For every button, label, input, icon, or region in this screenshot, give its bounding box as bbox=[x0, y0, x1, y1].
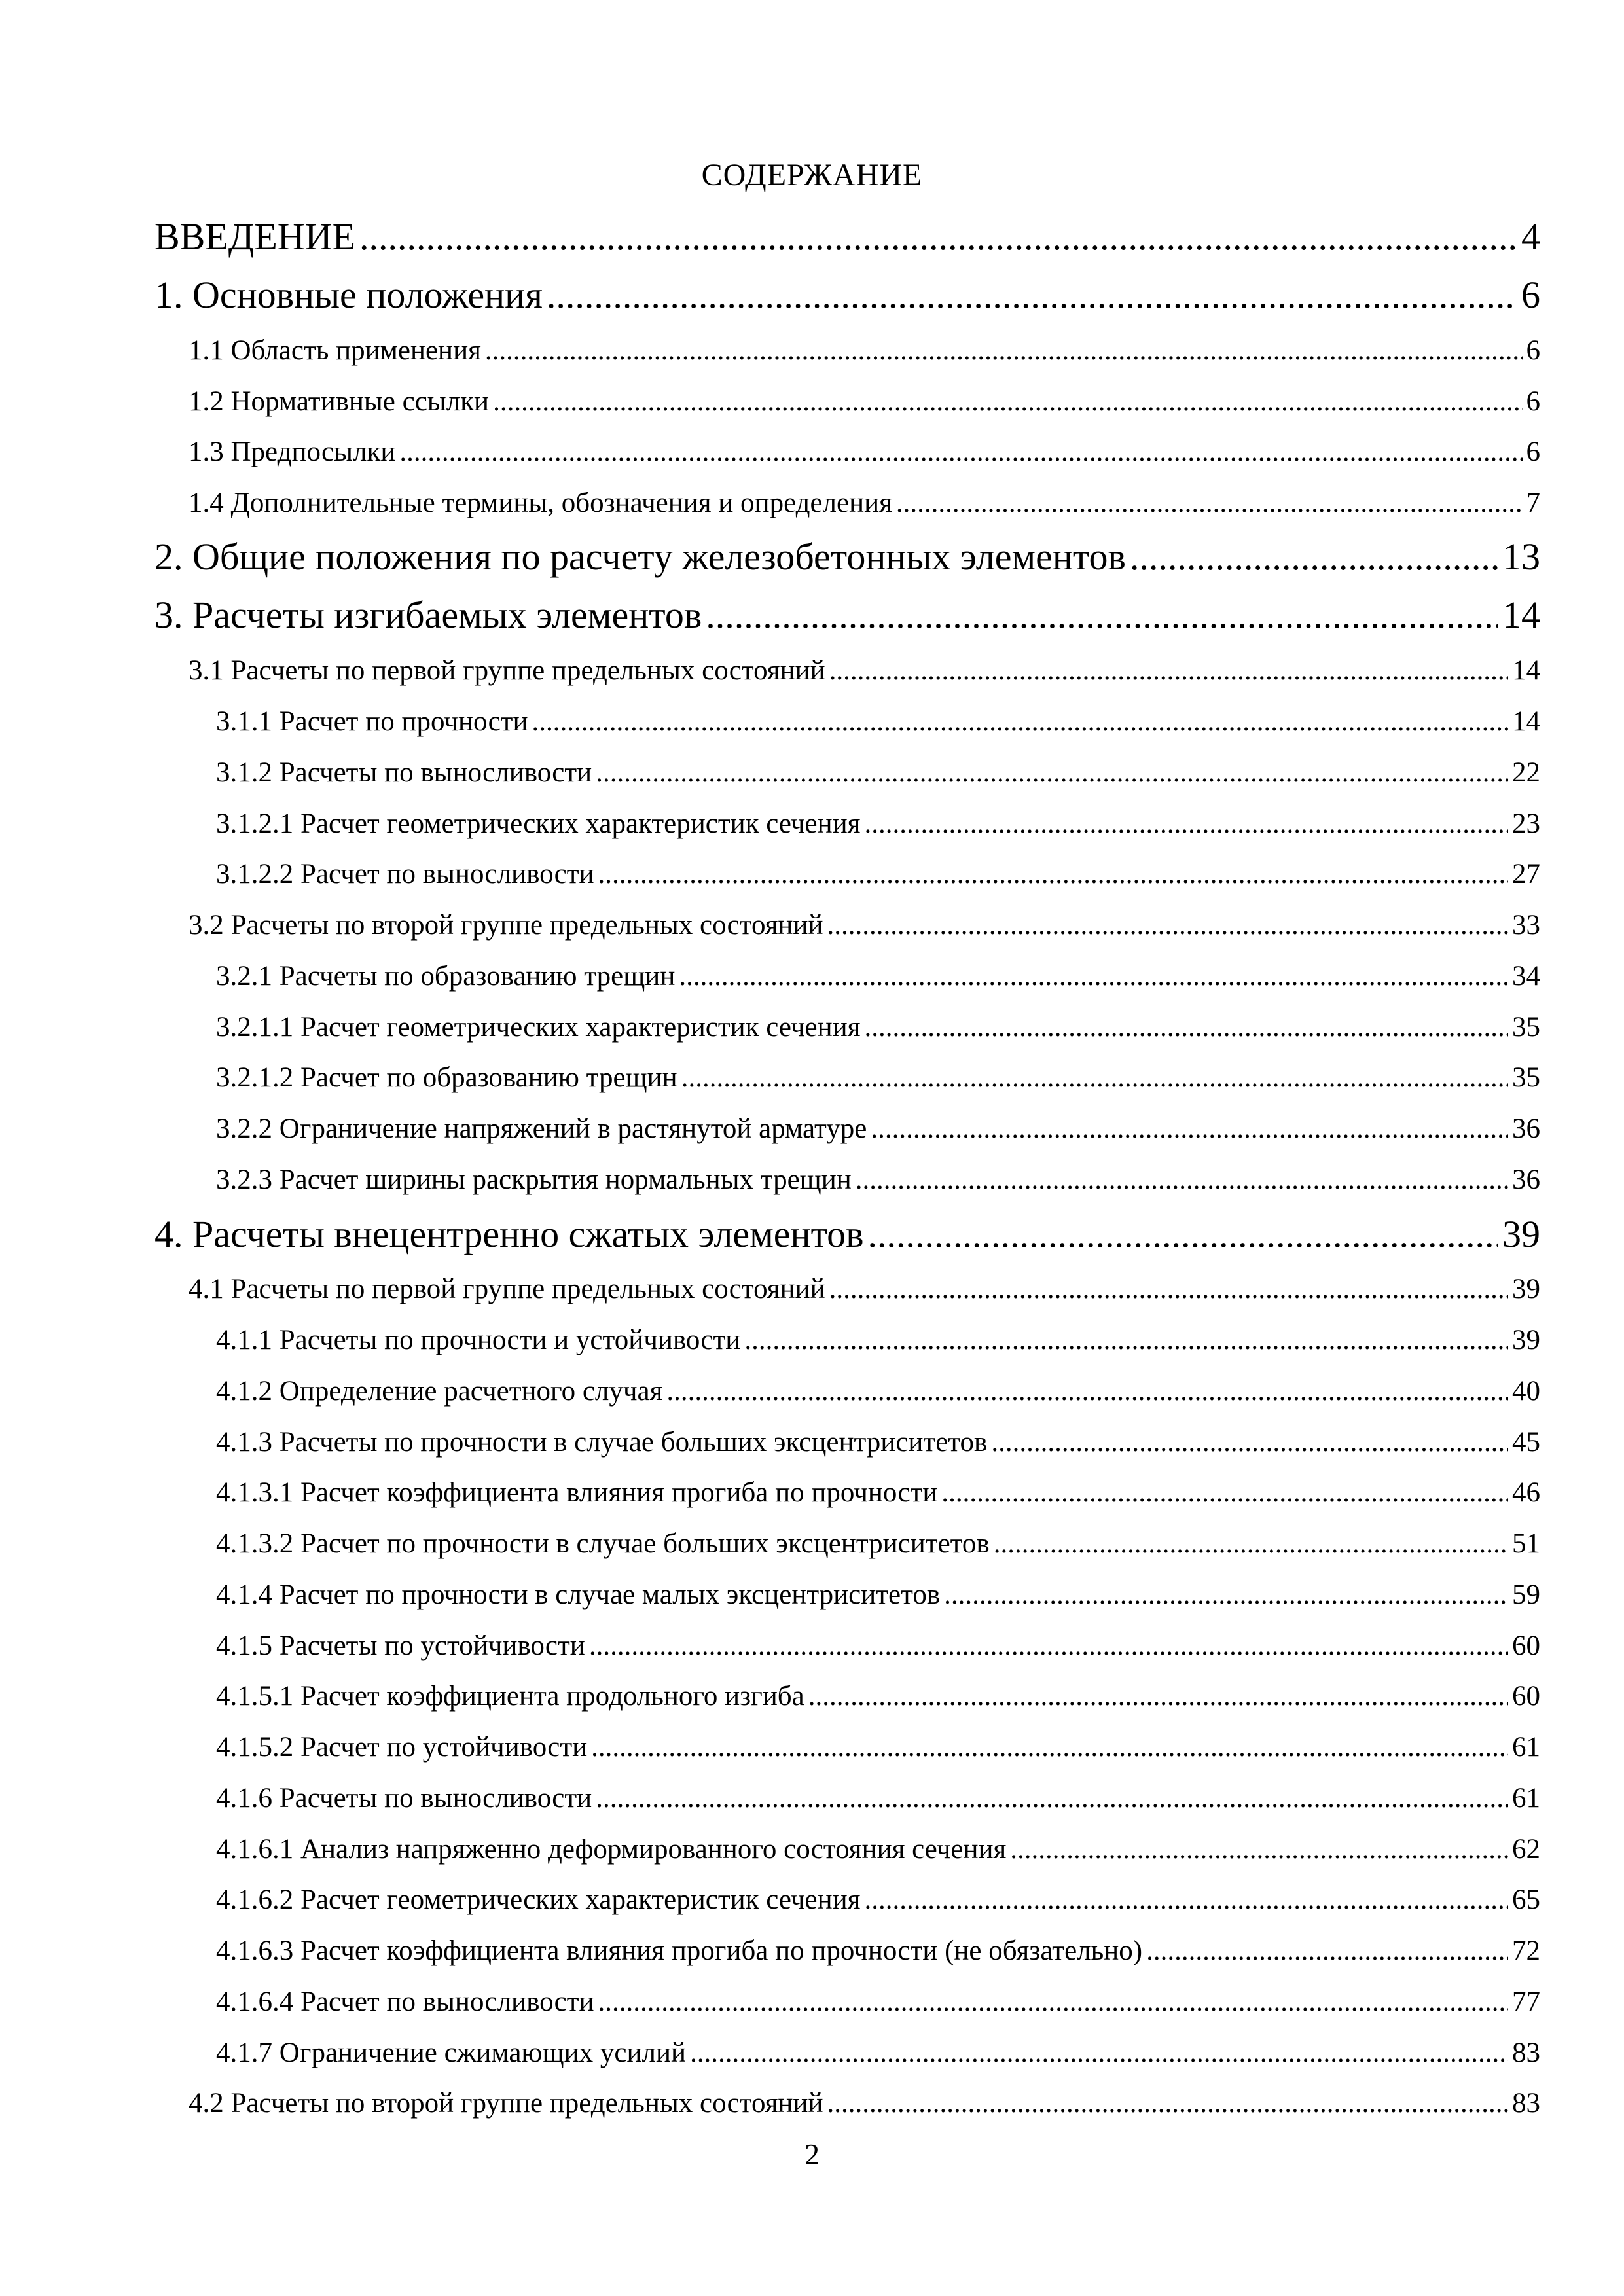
toc-entry-page: 59 bbox=[1512, 1579, 1540, 1610]
toc-entry-label: 4.1.6.4 Расчет по выносливости bbox=[216, 1986, 594, 2017]
dot-leader bbox=[994, 1526, 1508, 1562]
toc-entry-page: 65 bbox=[1512, 1884, 1540, 1915]
toc-entry-page: 4 bbox=[1521, 215, 1540, 258]
toc-entry-page: 45 bbox=[1512, 1427, 1540, 1458]
toc-entry-label: 1. Основные положения bbox=[154, 274, 543, 316]
dot-leader bbox=[589, 1628, 1508, 1664]
toc-entry-3-1-2-2[interactable] bbox=[216, 856, 1540, 893]
toc-entry-section-2[interactable] bbox=[154, 533, 1540, 581]
dot-leader bbox=[808, 1678, 1508, 1715]
toc-entry-3-2[interactable] bbox=[189, 907, 1540, 944]
toc-entry-4-1-6-2[interactable] bbox=[216, 1882, 1540, 1918]
dot-leader bbox=[864, 1882, 1508, 1918]
toc-entry-page: 60 bbox=[1512, 1681, 1540, 1712]
dot-leader bbox=[596, 1780, 1508, 1817]
dot-leader bbox=[944, 1577, 1508, 1613]
toc-entry-page: 34 bbox=[1512, 961, 1540, 992]
toc-entry-label: 1.4 Дополнительные термины, обозначения и определения bbox=[189, 488, 892, 518]
toc-entry-page: 14 bbox=[1512, 655, 1540, 686]
toc-entry-label: 3.1 Расчеты по первой группе предельных состояний bbox=[189, 655, 825, 686]
dot-leader bbox=[359, 213, 1517, 260]
toc-entry-page: 23 bbox=[1512, 808, 1540, 839]
toc-entry-page: 27 bbox=[1512, 859, 1540, 889]
toc-entry-3-2-1-1[interactable] bbox=[216, 1009, 1540, 1046]
toc-entry-page: 36 bbox=[1512, 1113, 1540, 1144]
toc-entry-label: 4.1.6.1 Анализ напряженно деформированного состояния сечения bbox=[216, 1834, 1007, 1865]
toc-entry-4-2[interactable] bbox=[189, 2085, 1540, 2122]
toc-entry-label: ВВЕДЕНИЕ bbox=[154, 215, 355, 258]
toc-entry-label: 1.2 Нормативные ссылки bbox=[189, 386, 490, 417]
toc-entry-page: 72 bbox=[1512, 1935, 1540, 1966]
dot-leader bbox=[864, 1009, 1508, 1046]
toc-entry-page: 6 bbox=[1526, 335, 1540, 366]
toc-entry-page: 14 bbox=[1512, 706, 1540, 737]
toc-entry-label: 4.1.5.2 Расчет по устойчивости bbox=[216, 1732, 588, 1763]
toc-entry-4-1-2[interactable] bbox=[216, 1373, 1540, 1410]
dot-leader bbox=[681, 1060, 1508, 1096]
toc-entry-label: 3.1.1 Расчет по прочности bbox=[216, 706, 528, 737]
dot-leader bbox=[1010, 1831, 1508, 1868]
toc-entry-4-1-6-3[interactable] bbox=[216, 1933, 1540, 1969]
dot-leader bbox=[1146, 1933, 1508, 1969]
dot-leader bbox=[598, 856, 1508, 893]
toc-entry-4-1-5-1[interactable] bbox=[216, 1678, 1540, 1715]
dot-leader bbox=[744, 1322, 1508, 1359]
toc-entry-1-3[interactable] bbox=[189, 434, 1540, 471]
toc-entry-4-1-6-4[interactable] bbox=[216, 1984, 1540, 2020]
toc-entry-label: 3.2.1.1 Расчет геометрических характеристик сечения bbox=[216, 1012, 861, 1043]
toc-entry-label: 4.1.4 Расчет по прочности в случае малых эксцентриситетов bbox=[216, 1579, 941, 1610]
toc-entry-label: 3.2 Расчеты по второй группе предельных состояний bbox=[189, 910, 823, 941]
toc-entry-page: 22 bbox=[1512, 757, 1540, 788]
toc-entry-3-1-2-1[interactable] bbox=[216, 806, 1540, 842]
dot-leader bbox=[547, 272, 1517, 319]
toc-entry-label: 1.3 Предпосылки bbox=[189, 437, 396, 467]
toc-entry-3-2-3[interactable] bbox=[216, 1162, 1540, 1198]
toc-entry-4-1-5[interactable] bbox=[216, 1628, 1540, 1664]
toc-entry-label: 4.1.2 Определение расчетного случая bbox=[216, 1376, 663, 1407]
toc-entry-3-1-1[interactable] bbox=[216, 704, 1540, 740]
toc-entry-page: 39 bbox=[1502, 1213, 1540, 1255]
toc-entry-page: 77 bbox=[1512, 1986, 1540, 2017]
toc-entry-label: 3. Расчеты изгибаемых элементов bbox=[154, 594, 702, 636]
toc-entry-label: 3.2.1.2 Расчет по образованию трещин bbox=[216, 1062, 677, 1093]
dot-leader bbox=[896, 485, 1523, 522]
toc-entry-1-2[interactable] bbox=[189, 384, 1540, 420]
dot-leader bbox=[941, 1475, 1508, 1511]
toc-entry-page: 62 bbox=[1512, 1834, 1540, 1865]
dot-leader bbox=[856, 1162, 1508, 1198]
toc-entry-label: 4.1.3.2 Расчет по прочности в случае больших эксцентриситетов bbox=[216, 1528, 990, 1559]
toc-entry-section-3[interactable] bbox=[154, 592, 1540, 639]
toc-title: СОДЕРЖАНИЕ bbox=[701, 158, 923, 192]
dot-leader bbox=[666, 1373, 1508, 1410]
toc-entry-page: 61 bbox=[1512, 1783, 1540, 1814]
toc-entry-page: 13 bbox=[1502, 535, 1540, 578]
dot-leader bbox=[864, 806, 1508, 842]
dot-leader bbox=[1130, 533, 1498, 581]
toc-entry-4-1-1[interactable] bbox=[216, 1322, 1540, 1359]
toc-entry-label: 3.1.2.1 Расчет геометрических характеристик сечения bbox=[216, 808, 861, 839]
toc-entry-3-2-1-2[interactable] bbox=[216, 1060, 1540, 1096]
toc-entry-page: 39 bbox=[1512, 1325, 1540, 1355]
toc-entry-4-1-3-1[interactable] bbox=[216, 1475, 1540, 1511]
dot-leader bbox=[829, 653, 1508, 689]
toc-entry-label: 4.1.3.1 Расчет коэффициента влияния прогиба по прочности bbox=[216, 1477, 938, 1508]
toc-entry-page: 51 bbox=[1512, 1528, 1540, 1559]
toc-entry-label: 3.2.3 Расчет ширины раскрытия нормальных трещин bbox=[216, 1164, 852, 1195]
toc-entry-page: 14 bbox=[1502, 594, 1540, 636]
toc-entry-4-1-3[interactable] bbox=[216, 1424, 1540, 1461]
toc-entry-4-1-7[interactable] bbox=[216, 2035, 1540, 2072]
dot-leader bbox=[598, 1984, 1508, 2020]
dot-leader bbox=[871, 1111, 1508, 1147]
toc-entry-label: 4.1.5.1 Расчет коэффициента продольного изгиба bbox=[216, 1681, 804, 1712]
toc-entry-page: 6 bbox=[1526, 386, 1540, 417]
toc-entry-label: 4.1.6 Расчеты по выносливости bbox=[216, 1783, 592, 1814]
toc-entry-4-1-6[interactable] bbox=[216, 1780, 1540, 1817]
dot-leader bbox=[679, 958, 1508, 995]
toc-entry-section-1[interactable] bbox=[154, 272, 1540, 319]
toc-entry-1-4[interactable] bbox=[189, 485, 1540, 522]
dot-leader bbox=[706, 592, 1498, 639]
toc-entry-page: 39 bbox=[1512, 1274, 1540, 1304]
toc-entry-page: 35 bbox=[1512, 1012, 1540, 1043]
toc-entry-page: 60 bbox=[1512, 1630, 1540, 1661]
toc-entry-4-1-5-2[interactable] bbox=[216, 1729, 1540, 1766]
toc-entry-label: 4.1.6.2 Расчет геометрических характеристик сечения bbox=[216, 1884, 861, 1915]
dot-leader bbox=[690, 2035, 1508, 2072]
dot-leader bbox=[868, 1211, 1498, 1258]
toc-entry-4-1[interactable] bbox=[189, 1271, 1540, 1308]
toc-entry-page: 6 bbox=[1526, 437, 1540, 467]
dot-leader bbox=[827, 907, 1508, 944]
toc-entry-label: 3.1.2 Расчеты по выносливости bbox=[216, 757, 592, 788]
toc-entry-section-4[interactable] bbox=[154, 1211, 1540, 1258]
toc-entry-label: 4.2 Расчеты по второй группе предельных состояний bbox=[189, 2088, 823, 2119]
toc-entry-page: 61 bbox=[1512, 1732, 1540, 1763]
dot-leader bbox=[399, 434, 1522, 471]
toc-entry-3-1[interactable] bbox=[189, 653, 1540, 689]
toc-entry-label: 3.1.2.2 Расчет по выносливости bbox=[216, 859, 594, 889]
dot-leader bbox=[591, 1729, 1508, 1766]
toc-entry-label: 4. Расчеты внецентренно сжатых элементов bbox=[154, 1213, 864, 1255]
toc-entry-label: 2. Общие положения по расчету железобетонных элементов bbox=[154, 535, 1126, 578]
toc-entry-page: 40 bbox=[1512, 1376, 1540, 1407]
page-number: 2 bbox=[804, 2138, 820, 2171]
dot-leader bbox=[829, 1271, 1508, 1308]
toc-entry-label: 4.1.5 Расчеты по устойчивости bbox=[216, 1630, 585, 1661]
toc-entry-label: 4.1.6.3 Расчет коэффициента влияния прогиба по прочности (не обязательно) bbox=[216, 1935, 1143, 1966]
toc-entry-page: 6 bbox=[1521, 274, 1540, 316]
toc-entry-introduction[interactable] bbox=[154, 213, 1540, 260]
toc-entry-4-1-3-2[interactable] bbox=[216, 1526, 1540, 1562]
toc-entry-page: 33 bbox=[1512, 910, 1540, 941]
toc-entry-3-2-1[interactable] bbox=[216, 958, 1540, 995]
toc-entry-label: 3.2.2 Ограничение напряжений в растянутой арматуре bbox=[216, 1113, 867, 1144]
dot-leader bbox=[596, 755, 1508, 791]
toc-entry-label: 4.1.3 Расчеты по прочности в случае больших эксцентриситетов bbox=[216, 1427, 988, 1458]
toc-entry-3-1-2[interactable] bbox=[216, 755, 1540, 791]
toc-entry-page: 46 bbox=[1512, 1477, 1540, 1508]
toc-entry-page: 35 bbox=[1512, 1062, 1540, 1093]
toc-entry-label: 4.1.1 Расчеты по прочности и устойчивости bbox=[216, 1325, 741, 1355]
toc-entry-label: 4.1.7 Ограничение сжимающих усилий bbox=[216, 2037, 687, 2068]
toc-entry-page: 36 bbox=[1512, 1164, 1540, 1195]
toc-entry-page: 83 bbox=[1512, 2088, 1540, 2119]
dot-leader bbox=[991, 1424, 1508, 1461]
dot-leader bbox=[493, 384, 1522, 420]
toc-entry-page: 83 bbox=[1512, 2037, 1540, 2068]
toc-entry-4-1-4[interactable] bbox=[216, 1577, 1540, 1613]
dot-leader bbox=[827, 2085, 1508, 2122]
toc-entry-4-1-6-1[interactable] bbox=[216, 1831, 1540, 1868]
toc-entry-page: 7 bbox=[1526, 488, 1540, 518]
toc-entry-label: 1.1 Область применения bbox=[189, 335, 481, 366]
toc-entry-label: 4.1 Расчеты по первой группе предельных состояний bbox=[189, 1274, 825, 1304]
toc-entry-3-2-2[interactable] bbox=[216, 1111, 1540, 1147]
dot-leader bbox=[485, 332, 1523, 369]
dot-leader bbox=[532, 704, 1509, 740]
toc-entry-1-1[interactable] bbox=[189, 332, 1540, 369]
toc-entry-label: 3.2.1 Расчеты по образованию трещин bbox=[216, 961, 676, 992]
